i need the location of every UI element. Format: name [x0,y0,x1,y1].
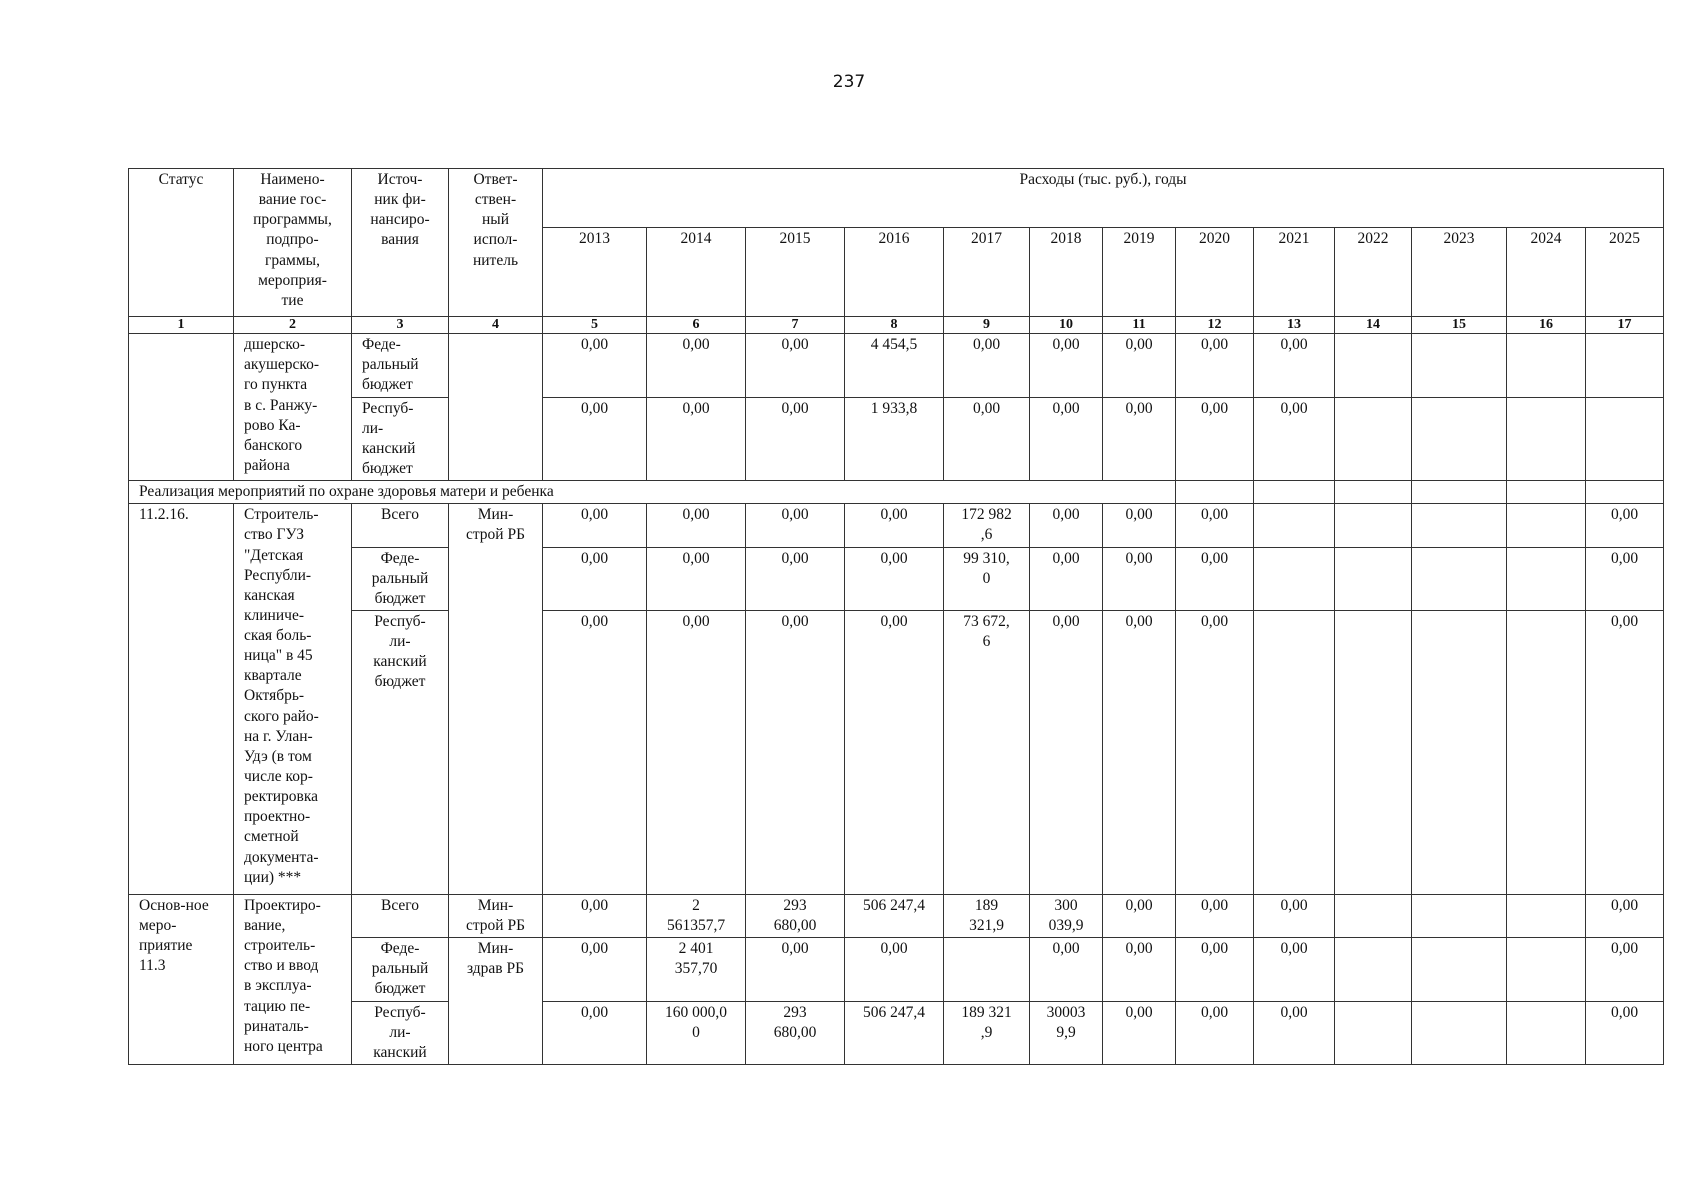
value-cell: 0,00 [647,610,746,894]
value-cell: 0,00 [746,504,845,547]
value-cell: 0,00 [845,547,944,610]
value-cell [1412,504,1507,547]
executor-cell: Мин- строй РБ [449,504,543,895]
value-cell [1254,610,1335,894]
year-header: 2017 [944,228,1030,317]
value-cell: 99 310, 0 [944,547,1030,610]
value-cell: 300 039,9 [1030,894,1103,937]
value-cell: 0,00 [1176,504,1254,547]
table-row [129,1001,1664,1064]
value-cell: 0,00 [1030,938,1103,1001]
value-cell: 2 401 357,70 [647,938,746,1001]
column-number: 2 [234,317,352,334]
value-cell [1412,334,1507,397]
value-cell: 0,00 [543,504,647,547]
header-name: Наимено- вание гос- программы, подпро- граммы, мероприя- тие [234,169,352,317]
status-cell: Основ-ное меро- приятие 11.3 [129,894,234,1064]
value-cell: 172 982 ,6 [944,504,1030,547]
value-cell: 189 321,9 [944,894,1030,937]
value-cell: 0,00 [543,610,647,894]
value-cell: 0,00 [1030,334,1103,397]
value-cell [1412,938,1507,1001]
value-cell [1335,397,1412,481]
value-cell [1507,1001,1586,1064]
value-cell [1335,1001,1412,1064]
table-body [129,169,1664,1065]
year-header: 2013 [543,228,647,317]
column-number: 9 [944,317,1030,334]
column-numbers-row [129,317,1664,334]
value-cell: 0,00 [1176,397,1254,481]
value-cell: 30003 9,9 [1030,1001,1103,1064]
value-cell: 0,00 [746,397,845,481]
value-cell: 0,00 [647,504,746,547]
value-cell: 0,00 [746,547,845,610]
year-header: 2022 [1335,228,1412,317]
value-cell: 160 000,0 0 [647,1001,746,1064]
column-number: 4 [449,317,543,334]
value-cell: 0,00 [1176,334,1254,397]
table-row [129,547,1664,610]
source-cell: Респуб- ли- канский бюджет [352,397,449,481]
value-cell: 0,00 [1586,610,1664,894]
year-header: 2019 [1103,228,1176,317]
source-cell: Всего [352,894,449,937]
value-cell: 0,00 [647,397,746,481]
column-number: 12 [1176,317,1254,334]
value-cell: 0,00 [1103,334,1176,397]
column-number: 16 [1507,317,1586,334]
value-cell: 0,00 [1103,610,1176,894]
column-number: 13 [1254,317,1335,334]
value-cell: 0,00 [1254,938,1335,1001]
value-cell: 0,00 [1176,894,1254,937]
value-cell: 1 933,8 [845,397,944,481]
value-cell [1335,938,1412,1001]
executor-cell [449,334,543,481]
value-cell: 2 561357,7 [647,894,746,937]
status-cell [129,334,234,481]
value-cell: 0,00 [1103,547,1176,610]
value-cell: 73 672, 6 [944,610,1030,894]
value-cell: 0,00 [1586,894,1664,937]
column-number: 17 [1586,317,1664,334]
value-cell: 0,00 [845,504,944,547]
source-cell: Всего [352,504,449,547]
header-expenses: Расходы (тыс. руб.), годы [543,169,1664,228]
value-cell: 0,00 [543,397,647,481]
value-cell [1254,504,1335,547]
budget-table [128,168,1664,1065]
value-cell: 0,00 [944,334,1030,397]
value-cell: 0,00 [1103,894,1176,937]
value-cell: 0,00 [1176,1001,1254,1064]
value-cell: 0,00 [1103,504,1176,547]
table-row [129,610,1664,894]
executor-cell: Мин- строй РБ [449,894,543,937]
table-row [129,397,1664,481]
value-cell: 506 247,4 [845,894,944,937]
value-cell [1412,397,1507,481]
year-header: 2016 [845,228,944,317]
value-cell: 0,00 [1254,1001,1335,1064]
column-number: 6 [647,317,746,334]
column-number: 14 [1335,317,1412,334]
value-cell [1412,894,1507,937]
value-cell: 0,00 [1254,334,1335,397]
value-cell [1335,610,1412,894]
column-number: 10 [1030,317,1103,334]
source-cell: Феде- ральный бюджет [352,938,449,1001]
value-cell: 0,00 [1103,1001,1176,1064]
source-cell: Респуб- ли- канский бюджет [352,610,449,894]
value-cell [1335,547,1412,610]
page-number: 237 [832,72,866,92]
value-cell: 0,00 [1176,938,1254,1001]
value-cell: 0,00 [1254,894,1335,937]
column-number: 7 [746,317,845,334]
value-cell: 0,00 [1030,504,1103,547]
value-cell: 0,00 [746,938,845,1001]
value-cell: 0,00 [845,610,944,894]
value-cell: 0,00 [1103,397,1176,481]
value-cell: 0,00 [1030,610,1103,894]
header-row [129,169,1664,228]
value-cell: 0,00 [543,334,647,397]
name-cell: дшерско- акушерско- го пункта в с. Ранжу- рово Ка- банского района [234,334,352,481]
value-cell [1507,938,1586,1001]
value-cell: 0,00 [746,610,845,894]
value-cell [1254,547,1335,610]
value-cell [944,938,1030,1001]
value-cell: 0,00 [1030,547,1103,610]
value-cell: 0,00 [543,938,647,1001]
status-cell: 11.2.16. [129,504,234,895]
value-cell [1412,610,1507,894]
column-number: 15 [1412,317,1507,334]
year-header: 2024 [1507,228,1586,317]
empty-cell [1586,481,1664,504]
value-cell [1507,547,1586,610]
value-cell [1335,894,1412,937]
value-cell: 0,00 [1103,938,1176,1001]
column-number: 5 [543,317,647,334]
value-cell [1507,894,1586,937]
header-status: Статус [129,169,234,317]
value-cell: 293 680,00 [746,1001,845,1064]
value-cell: 4 454,5 [845,334,944,397]
value-cell [1412,547,1507,610]
column-number: 11 [1103,317,1176,334]
value-cell: 0,00 [543,1001,647,1064]
value-cell: 189 321 ,9 [944,1001,1030,1064]
value-cell [1507,334,1586,397]
value-cell [1335,334,1412,397]
value-cell: 0,00 [1586,1001,1664,1064]
value-cell: 0,00 [845,938,944,1001]
value-cell [1507,610,1586,894]
table-row [129,504,1664,547]
value-cell [1507,504,1586,547]
value-cell: 0,00 [1586,504,1664,547]
value-cell: 0,00 [647,547,746,610]
value-cell [1335,504,1412,547]
value-cell: 0,00 [647,334,746,397]
value-cell: 0,00 [543,547,647,610]
source-cell: Феде- ральный бюджет [352,547,449,610]
table-row [129,894,1664,937]
empty-cell [1335,481,1412,504]
table-row [129,938,1664,1001]
value-cell: 0,00 [1176,547,1254,610]
year-header: 2018 [1030,228,1103,317]
value-cell: 506 247,4 [845,1001,944,1064]
name-cell: Проектиро- вание, строитель- ство и ввод в эксплуа- тацию пе- ринаталь- ного центра [234,894,352,1064]
value-cell [1586,334,1664,397]
header-source: Источ- ник фи- нансиро- вания [352,169,449,317]
year-header: 2025 [1586,228,1664,317]
value-cell: 0,00 [543,894,647,937]
value-cell [1586,397,1664,481]
section-title: Реализация мероприятий по охране здоровья матери и ребенка [129,481,1176,504]
column-number: 3 [352,317,449,334]
year-header: 2015 [746,228,845,317]
year-header: 2021 [1254,228,1335,317]
value-cell [1507,397,1586,481]
column-number: 8 [845,317,944,334]
value-cell [1412,1001,1507,1064]
value-cell: 0,00 [944,397,1030,481]
value-cell: 0,00 [1254,397,1335,481]
value-cell: 0,00 [746,334,845,397]
header-executor: Ответ- ствен- ный испол- нитель [449,169,543,317]
value-cell: 293 680,00 [746,894,845,937]
table-row [129,334,1664,397]
year-header: 2023 [1412,228,1507,317]
section-row [129,481,1664,504]
empty-cell [1507,481,1586,504]
executor-cell: Мин- здрав РБ [449,938,543,1065]
value-cell: 0,00 [1586,547,1664,610]
value-cell: 0,00 [1586,938,1664,1001]
year-header: 2014 [647,228,746,317]
year-header: 2020 [1176,228,1254,317]
empty-cell [1254,481,1335,504]
name-cell: Строитель- ство ГУЗ "Детская Республи- канская клиниче- ская боль- ница" в 45 квартале Октябрь- ского райо- на г. Улан- Удэ (в том числе кор- ректировка проектно- сметной документа- ции) *** [234,504,352,895]
value-cell: 0,00 [1030,397,1103,481]
source-cell: Феде- ральный бюджет [352,334,449,397]
value-cell: 0,00 [1176,610,1254,894]
empty-cell [1176,481,1254,504]
column-number: 1 [129,317,234,334]
empty-cell [1412,481,1507,504]
source-cell: Респуб- ли- канский [352,1001,449,1064]
